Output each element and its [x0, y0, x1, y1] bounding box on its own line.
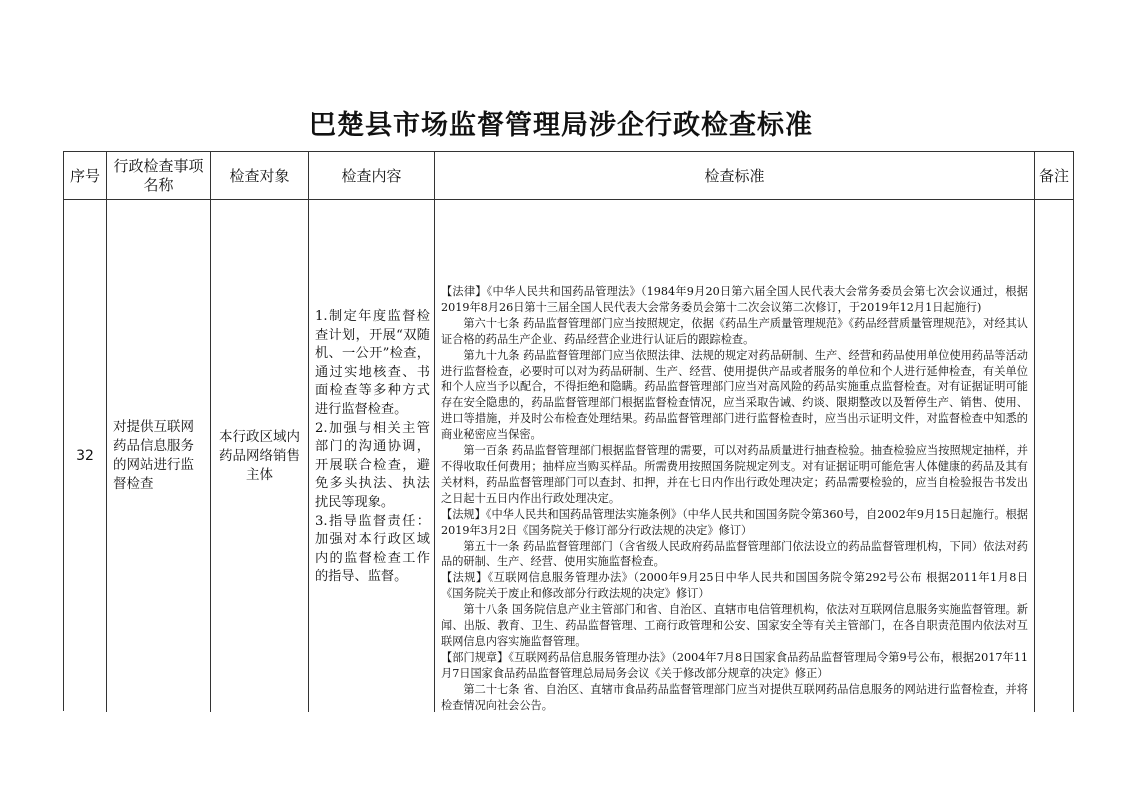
- content-item: 3.指导监督责任：加强对本行政区域内的监督检查工作的指导、监督。: [315, 513, 430, 585]
- standard-law-heading: 【法律】《中华人民共和国药品管理法》（1984年9月20日第六届全国人民代表大会常务委员会第七次会议通过，根据2019年8月26日第十三届全国人民代表大会常务委员会第十二次会议第二次修订，于2019年12月1日起施行): [441, 285, 1028, 314]
- standard-rule-heading: 【部门规章】《互联网药品信息服务管理办法》（2004年7月8日国家食品药品监督管理局令第9号公布，根据2017年11月7日国家食品药品监督管理总局局务会议《关于修改部分规章的决定》修正）: [441, 650, 1028, 680]
- header-content: 检查内容: [309, 152, 435, 200]
- header-no: 序号: [64, 152, 107, 200]
- standard-regulation-heading: 【法规】《互联网信息服务管理办法》（2000年9月25日中华人民共和国国务院令第292号公布 根据2011年1月8日《国务院关于废止和修改部分行政法规的决定》修订）: [441, 571, 1028, 601]
- standard-article: 第二十七条 省、自治区、直辖市食品药品监督管理部门应当对提供互联网药品信息服务的网站进行监督检查，并将检查情况向社会公告。: [441, 682, 1028, 712]
- row-content: [309, 200, 435, 712]
- page-title: 巴楚县市场监督管理局涉企行政检查标准: [309, 110, 813, 141]
- standard-article: 第一百条 药品监督管理部门根据监督管理的需要，可以对药品质量进行抽查检验。抽查检验应当按照规定抽样，并不得收取任何费用；抽样应当购买样品。所需费用按照国务院规定列支。对有证据证明可能危害人体健康的药品及其有关材料，药品监督管理部门可以查封、扣押，并在七日内作出行政处理决定；药品需要检验的，应当自检验报告书发出之日起十五日内作出行政处理决定。: [441, 444, 1028, 505]
- standard-article: 第九十九条 药品监督管理部门应当依照法律、法规的规定对药品研制、生产、经营和药品使用单位使用药品等活动进行监督检查，必要时可以对为药品研制、生产、经营、使用提供产品或者服务的单位和个人进行延伸检查，有关单位和个人应当予以配合，不得拒绝和隐瞒。药品监督管理部门应当对高风险的药品实施重点监督检查。对有证据证明可能存在安全隐患的，药品监督管理部门根据监督检查情况，应当采取告诫、约谈、限期整改以及暂停生产、销售、使用、进口等措施，并及时公布检查处理结果。药品监督管理部门进行监督检查时，应当出示证明文件，对监督检查中知悉的商业秘密应当保密。: [441, 348, 1028, 442]
- inspection-standards-table: [63, 151, 1074, 711]
- header-standard: 检查标准: [435, 152, 1035, 200]
- row-standard: [435, 200, 1035, 712]
- row-item-name: 对提供互联网药品信息服务的网站进行监督检查: [107, 200, 211, 712]
- standard-article: 第六十七条 药品监督管理部门应当按照规定，依据《药品生产质量管理规范》《药品经营质量管理规范》，对经其认证合格的药品生产企业、药品经营企业进行认证后的跟踪检查。: [441, 316, 1028, 346]
- content-item: 2.加强与相关主管部门的沟通协调，开展联合检查，避免多头执法、执法扰民等现象。: [315, 420, 430, 510]
- standard-article: 第五十一条 药品监督管理部门（含省级人民政府药品监督管理部门依法设立的药品监督管理机构，下同）依法对药品的研制、生产、经营、使用实施监督检查。: [441, 539, 1028, 569]
- row-no: 32: [64, 200, 107, 712]
- content-item: 1.制定年度监督检查计划，开展“双随机、一公开”检查，通过实地核查、书面检查等多种方式进行监督检查。: [315, 309, 430, 417]
- header-item-name: 行政检查事项名称: [107, 152, 211, 200]
- header-remark: 备注: [1035, 152, 1074, 200]
- standard-regulation-heading: 【法规】《中华人民共和国药品管理法实施条例》（中华人民共和国国务院令第360号，自2002年9月15日起施行。根据2019年3月2日《国务院关于修订部分行政法规的决定》修订）: [441, 507, 1028, 537]
- row-target: 本行政区域内药品网络销售主体: [211, 200, 309, 712]
- standard-article: 第十八条 国务院信息产业主管部门和省、自治区、直辖市电信管理机构，依法对互联网信息服务实施监督管理。新闻、出版、教育、卫生、药品监督管理、工商行政管理和公安、国家安全等有关主管部门，在各自职责范围内依法对互联网信息内容实施监督管理。: [441, 603, 1028, 648]
- row-remark: [1035, 200, 1074, 712]
- header-target: 检查对象: [211, 152, 309, 200]
